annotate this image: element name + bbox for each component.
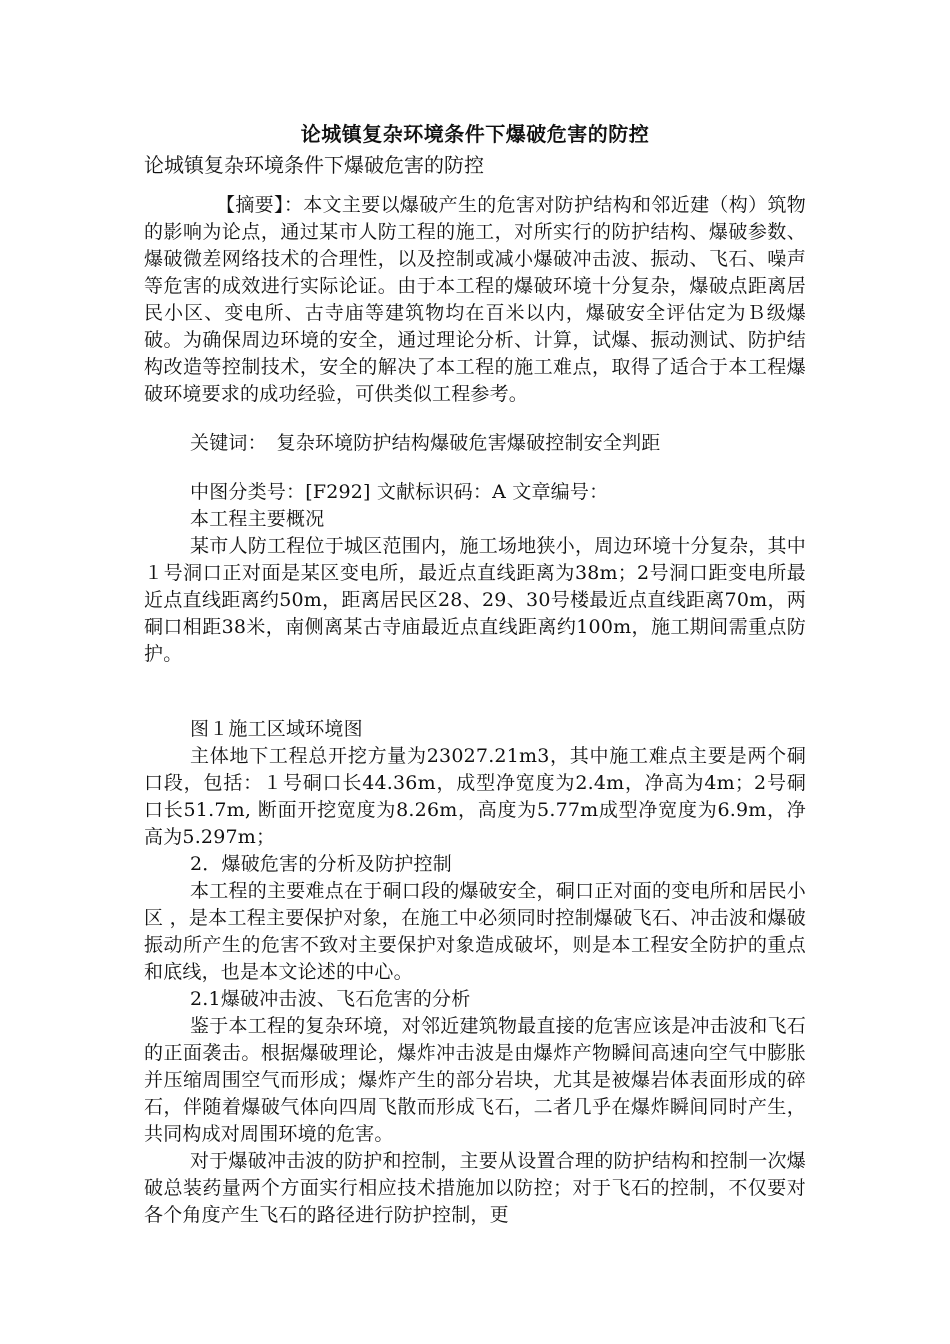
classification-line: 中图分类号：[F292] 文献标识码：A 文章编号：: [190, 481, 609, 503]
figure-caption: 图１施工区域环境图: [190, 718, 363, 740]
abstract-paragraph: 【摘要】：本文主要以爆破产生的危害对防护结构和邻近建（构）筑物的影响为论点，通过某市人防工程的施工，对所实行的防护结构、爆破参数、爆破微差网络技术的合理性，以及控制或减小爆破冲击波、振动、飞石、噪声等危害的成效进行实际论证。由于本工程的爆破环境十分复杂，爆破点距离居民小区、变电所、古寺庙等建筑物均在百米以内，爆破安全评估定为Ｂ级爆破。为确保周边环境的安全，通过理论分析、计算，试爆、振动测试、防护结构改造等控制技术，安全的解决了本工程的施工难点，取得了适合于本工程爆破环境要求的成功经验，可供类似工程参考。: [144, 194, 806, 405]
section-2-1-paragraph-1: 鉴于本工程的复杂环境，对邻近建筑物最直接的危害应该是冲击波和飞石的正面袭击。根据爆破理论，爆炸冲击波是由爆炸产物瞬间高速向空气中膨胀并压缩周围空气而形成；爆炸产生的部分岩块，尤其是被爆岩体表面形成的碎石，伴随着爆破气体向四周飞散而形成飞石，二者几乎在爆炸瞬间同时产生，共同构成对周围环境的危害。: [144, 1015, 806, 1145]
document-title: 论城镇复杂环境条件下爆破危害的防控: [300, 122, 650, 146]
document-page: [144, 118, 806, 1229]
section-2-1-heading: 2.1爆破冲击波、飞石危害的分析: [190, 988, 471, 1010]
section-overview-heading: 本工程主要概况: [190, 508, 325, 530]
keywords-line: 关键词： 复杂环境防护结构爆破危害爆破控制安全判距: [190, 432, 661, 454]
document-subtitle: 论城镇复杂环境条件下爆破危害的防控: [144, 153, 484, 177]
section-overview-paragraph-2: 主体地下工程总开挖方量为23027.21m3，其中施工难点主要是两个硐口段，包括：１号硐口长44.36m，成型净宽度为2.4m，净高为4m；2号硐口长51.7m, 断面开挖宽度为8.26m，高度为5.77m成型净宽度为6.9m，净高为5.297m；: [144, 745, 806, 848]
section-2-heading: 2．爆破危害的分析及防护控制: [190, 853, 452, 875]
section-2-1-paragraph-2: 对于爆破冲击波的防护和控制，主要从设置合理的防护结构和控制一次爆破总装药量两个方面实行相应技术措施加以防控；对于飞石的控制，不仅要对各个角度产生飞石的路径进行防护控制，更: [144, 1150, 806, 1226]
section-overview-paragraph: 某市人防工程位于城区范围内，施工场地狭小，周边环境十分复杂，其中１号洞口正对面是某区变电所，最近点直线距离为38m；2号洞口距变电所最近点直线距离约50m，距离居民区28、29、30号楼最近点直线距离70m，两硐口相距38米，南侧离某古寺庙最近点直线距离约100m，施工期间需重点防护。: [144, 535, 806, 665]
section-2-paragraph: 本工程的主要难点在于硐口段的爆破安全，硐口正对面的变电所和居民小区 ，是本工程主要保护对象，在施工中必须同时控制爆破飞石、冲击波和爆破振动所产生的危害不致对主要保护对象造成破坏，则是本工程安全防护的重点和底线，也是本文论述的中心。: [144, 880, 806, 983]
